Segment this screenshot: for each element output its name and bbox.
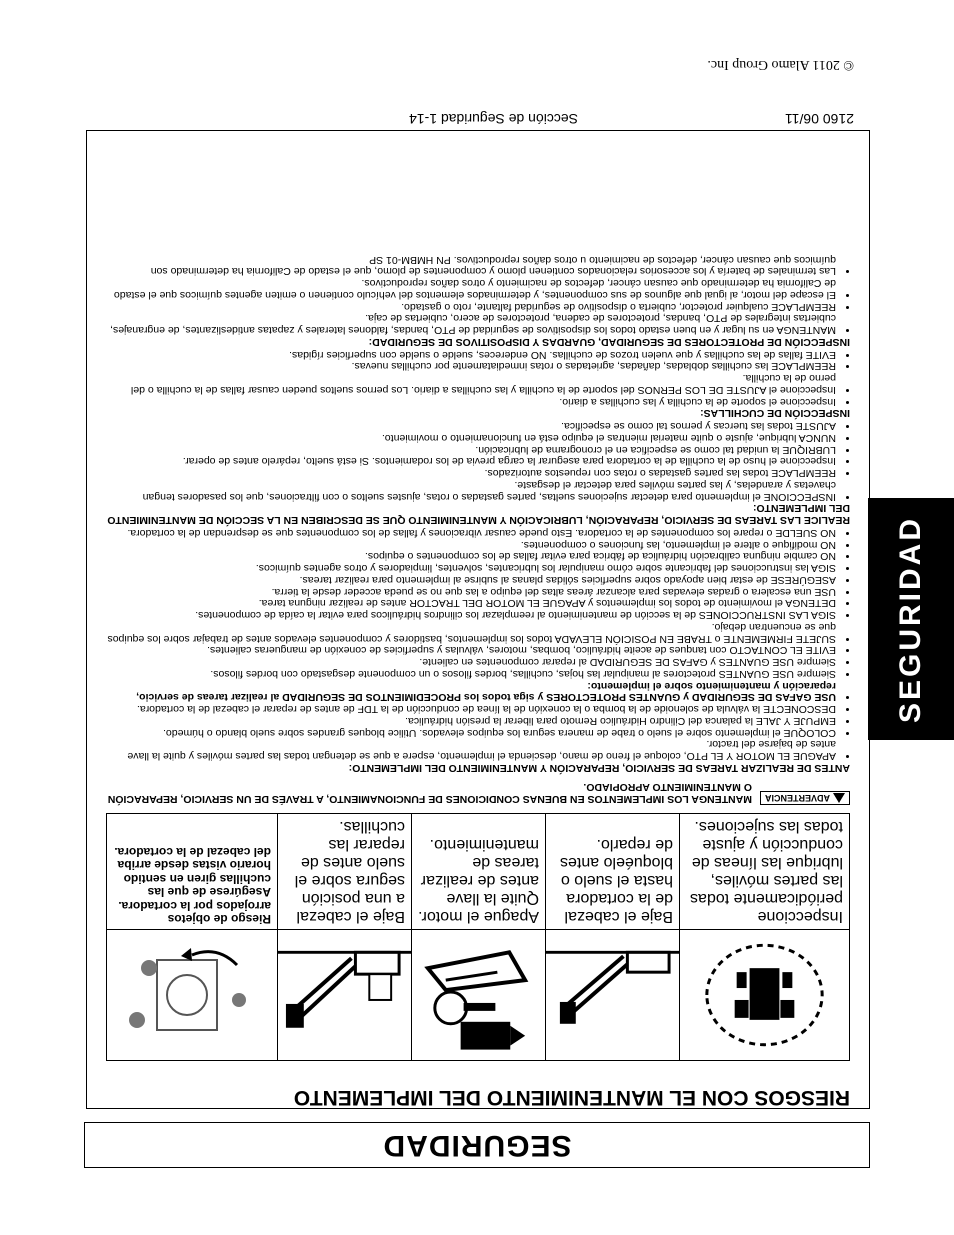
list-item: • Inspeccione el huso de la cuchilla de la cortadora para asegurar la carga previa de los rodamientos. Si está suelto, repárelo antes de operar. [106, 455, 836, 467]
list-item: • DESCONECTE la válvula de solenoide de la bomba o la conexión de la línea de conducción de la TDF de antes de reparar el cabezal de la cortadora. [106, 703, 836, 715]
list-item: • REEMPLACE las cuchillas dobladas, dañadas, agrietadas o rotas inmediatamente por cuchillas nuevas. [106, 360, 836, 372]
list-item: • MANTENGA en su lugar y en buen estado todos los dispositivos de seguridad de PTO, bandas, faldones laterales y zapatas antideslizantes, de engranajes, cubiertas integrales de PTO, bandas, protectores de cadena, protectores de acero, cubiertas de caja. [106, 312, 836, 336]
list-item: • Las terminales de batería y los accesorios relacionados contienen plomo y componentes de plomo, que el estado de California ha determinado son químicos que causan cáncer, defectos de nacimiento u otros daños reproductivos. PN HMBM-01 SP [106, 253, 836, 277]
list-item: • SUJETE FIRMEMENTE o TRABE EN POSICIÓN ELEVADA todos los implementos, bastidores y componentes elevados antes de trabajar sobre los equipos que se encuentran debajo. [106, 620, 836, 644]
list-item: • SIGA LAS INSTRUCCIONES de la sección de mantenimiento al reemplazar los cilindros hidráulicos para evitar la caída de componentes. [106, 609, 836, 621]
list-item: • EVITE EL CONTACTO con tanques de aceite hidráulico, bombas, motores, válvulas y superficies de conexión de mangueras calientes. [106, 644, 836, 656]
page-header [86, 107, 870, 131]
list-item: • El escape del motor, al igual que algunos de sus componentes, y determinados elementos del vehículo contienen o emiten agentes químicos que el estado de California ha determinado que causan cáncer, defectos de nacimiento y otros daños reproductivos. [106, 277, 836, 301]
section-title: INSPECCIÓN DE PROTECTORES DE SEGURIDAD, GUARDAS Y DISPOSITIVOS DE SEGURIDAD: [368, 336, 850, 348]
list-item: • ASEGÚRESE de estar bien apoyado sobre superficies sólidas planas al subirse al implemento para realizar tareas. [106, 573, 836, 585]
side-tab-label: SEGURIDAD [894, 515, 927, 723]
section-list [106, 253, 850, 335]
lowered-head-icon [545, 930, 679, 1060]
section-title: INSPECCIÓN DE CUCHILLAS: [700, 407, 850, 420]
list-item: • AJUSTE todas las tuercas y pernos tal como se especifica. [106, 420, 836, 432]
section-list [106, 526, 850, 761]
list-item: • USE una escalera o gradas elevadas para alcanzar áreas altas del equipo a las que no se pueda acceder desde la tierra. [106, 585, 836, 597]
maintenance-body [106, 253, 850, 774]
warning-block [106, 781, 850, 805]
list-item: • DETENGA el movimiento de todos los implementos y APAGUE EL MOTOR DEL TRACTOR antes de realizar ninguna tarea. [106, 597, 836, 609]
panel-text-thrown-objects: Riesgo de objetos arrojados por la cortadora. Asegúrese de que las cuchillas giren en sentido horario vistas desde arriba del cabezal de la cortadora. [107, 814, 277, 930]
list-item: • LUBRIQUE la unidad tal como se especifica en el cronograma de lubricación. [106, 443, 836, 455]
list-item: • NO modifique o altere el implemento, las funciones o componentes. [106, 538, 836, 550]
section-list [106, 348, 850, 407]
warning-text: MANTENGA LOS IMPLEMENTOS EN BUENAS CONDICIONES DE FUNCIONAMIENTO, A TRAVÉS DE UN SERVICIO, REPARACIÓN O MANTENIMIENTO APROPIADO. [107, 781, 752, 805]
panel-text-blades: Baje el cabezal a una posición segura sobre el suelo antes de reparar las cuchillas. [277, 814, 411, 930]
page-title-band [84, 1122, 870, 1168]
warning-badge [760, 791, 850, 805]
list-item: • NUNCA lubrique, ajuste o quite material mientras el equipo está en funcionamiento o movimiento. [106, 431, 836, 443]
warning-badge-label: ADVERTENCIA [764, 793, 830, 803]
hazard-heading: RIESGOS CON EL MANTENIMIENTO DEL IMPLEMENTO [293, 1086, 850, 1109]
list-item: • EVITE fallas de las cuchillas y que vuelen trozos de cuchillas. NO endereces, suelde o suelde con superficies rígidas. [106, 348, 836, 360]
list-item: • NO SUELDE o repare los componentes de la cortadora. Esto puede causar vibraciones y fallas de los componentes que se desprendan de la cortadora. [106, 526, 836, 538]
tractor-inspection-icon [679, 930, 849, 1060]
list-item: • Inspeccione el AJUSTE DE LOS PERNOS del soporte de la cuchilla y las cuchillas a diario. Los pernos sueltos pueden causar fallas de la cuchilla o del perno de la cuchilla. [106, 372, 836, 396]
section-title: ANTES DE REALIZAR TAREAS DE SERVICIO, REPARACIÓN Y MANTENIMIENTO DEL IMPLEMENTO: [348, 762, 850, 774]
copyright: © 2011 Alamo Group Inc. [707, 57, 854, 72]
panel-text-lower-head: Baje el cabezal de la cortadora hasta el suelo o bloquéelo antes de reparlo. [545, 814, 679, 930]
list-item: • APAGUE EL MOTOR Y EL PTO, coloque el freno de mano, descienda el implemento, espere a que se detengan todas las partes móviles y quite la llave antes de bajarse del tractor. [106, 738, 836, 762]
model-date: 2160 06/11 [784, 111, 854, 127]
section-title: REALICE LAS TAREAS DE SERVICIO, REPARACIÓN, LUBRICACIÓN Y MANTENIMIENTO QUE SE DESCRIBEN EN LA SECCIÓN DE MANTENIMIENTO DEL IMPLEMENTO: [107, 502, 850, 527]
list-item: • Inspeccione el soporte de la cuchilla y las cuchillas a diario. [106, 395, 836, 407]
list-item: • SIGA las instrucciones del fabricante sobre cómo manipular los lubricantes, solventes, limpiadores y otros agentes químicos. [106, 562, 836, 574]
page-title: SEGURIDAD [382, 1129, 572, 1162]
hazard-panel-grid [106, 813, 850, 1061]
list-item: • EMPUJE Y JALE la palanca del Cilindro Hidráulico Remoto para liberar la presión hidráulica. [106, 714, 836, 726]
list-item: • REEMPLACE cualquier protector, cubierta o dispositivo de seguridad faltante, roto o gastado. [106, 300, 836, 312]
list-item: • Siempre USE GUANTES y GAFAS DE SEGURIDAD al reparar componentes en caliente. [106, 656, 836, 668]
section-page: Sección de Seguridad 1-14 [409, 111, 578, 127]
panel-text-inspect: Inspeccione periódicamente todas las partes móviles, lubrique las líneas de conducción y ajuste todas las sujeciones. [679, 814, 849, 930]
warning-icon [833, 793, 845, 803]
section-list [106, 420, 850, 502]
list-item: • Siempre USE GUANTES protectores al manipular las hojas, cuchillas, bordes filosos o un componente desgastado con bordes filosos. [106, 667, 836, 679]
panel-text-engine-off: Apague el motor. Quite la llave antes de realizar tareas de mantenimiento. [411, 814, 545, 930]
side-tab [868, 498, 954, 740]
thrown-objects-icon [107, 930, 277, 1060]
list-item: • REEMPLACE todas las partes gastadas o rotas con repuestos autorizados. [106, 467, 836, 479]
list-item: • INSPECCIONE el implemento para detectar sujeciones sueltas, partes gastadas o rotas, ajustes sueltos o con filtraciones, que los pasadores tengan chavetas y arandelas, y las partes móviles para detectar el desgaste. [106, 478, 836, 502]
lowered-head-blocks-icon [277, 930, 411, 1060]
list-item: • NO cambie ninguna calibración hidráulica de fábrica para evitar fallas de los componentes o equipos. [106, 550, 836, 562]
list-item: • USE GAFAS DE SEGURIDAD y GUANTES PROTECTORES y siga todos los PROCEDIMIENTOS DE SEGURIDAD al realizar tareas de servicio, reparación y mantenimiento sobre el implemento: [106, 679, 836, 703]
list-item: • COLOQUE el implemento sobre el suelo o trabe de manera segura los equipos elevados. Utilice bloques grandes sobre suelo blando o húmedo. [106, 726, 836, 738]
engine-off-key-manual-icon [411, 930, 545, 1060]
